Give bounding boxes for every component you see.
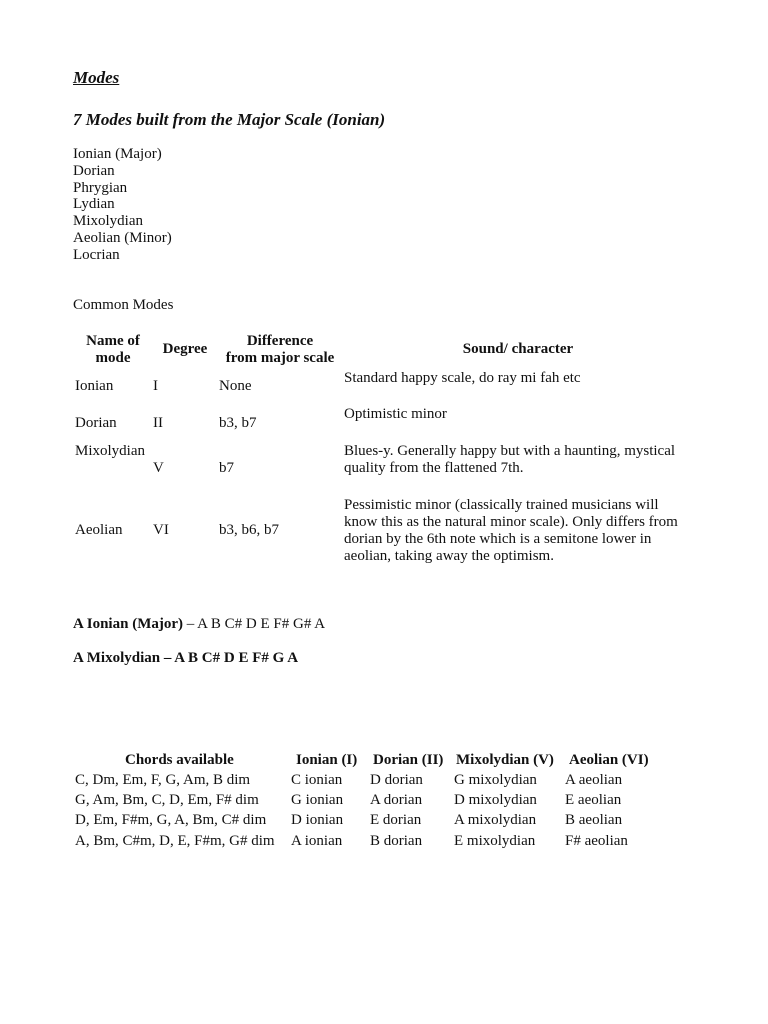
table-cell-difference: None bbox=[219, 378, 252, 394]
table-header: Mixolydian (V) bbox=[456, 752, 554, 768]
table-cell: A aeolian bbox=[565, 772, 623, 788]
header-degree: Degree bbox=[162, 341, 208, 357]
table-cell: D, Em, F#m, G, A, Bm, C# dim bbox=[75, 812, 267, 828]
header-line: Name of bbox=[86, 333, 140, 349]
header-sound: Sound/ character bbox=[462, 341, 574, 357]
page-title: Modes bbox=[73, 68, 120, 87]
table-cell-sound bbox=[344, 443, 675, 477]
table-header: Chords available bbox=[125, 752, 234, 768]
table-cell: E mixolydian bbox=[454, 833, 536, 849]
table-cell-degree: I bbox=[153, 378, 158, 394]
a-mixolydian-scale: A Mixolydian – A B C# D E F# G A bbox=[73, 650, 299, 666]
table-header: Dorian (II) bbox=[373, 752, 444, 768]
header-line: mode bbox=[95, 349, 131, 366]
table-cell: D mixolydian bbox=[454, 792, 537, 808]
table-cell: C, Dm, Em, F, G, Am, B dim bbox=[75, 772, 251, 788]
scale-notes: – A B C# D E F# G# A bbox=[183, 616, 326, 632]
list-item: Aeolian (Minor) bbox=[73, 229, 172, 246]
mode-list bbox=[73, 146, 172, 264]
sound-line: aeolian, taking away the optimism. bbox=[344, 548, 554, 564]
sound-line: quality from the flattened 7th. bbox=[344, 460, 524, 476]
table-cell: A dorian bbox=[370, 792, 423, 808]
header-difference bbox=[218, 333, 342, 366]
page-subtitle: 7 Modes built from the Major Scale (Ionian) bbox=[73, 110, 386, 129]
header-line: from major scale bbox=[225, 349, 335, 366]
list-item: Phrygian bbox=[73, 179, 128, 196]
sound-line: know this as the natural minor scale). Only differs from bbox=[344, 514, 678, 530]
header-name-of-mode bbox=[78, 333, 148, 366]
a-ionian-scale bbox=[73, 616, 325, 633]
sound-line: Blues-y. Generally happy but with a haunting, mystical bbox=[344, 443, 676, 459]
table-cell-degree: V bbox=[153, 460, 164, 476]
table-cell-name: Aeolian bbox=[75, 522, 123, 538]
table-cell-degree: II bbox=[153, 415, 163, 431]
table-cell: C ionian bbox=[291, 772, 343, 788]
table-cell-name: Dorian bbox=[75, 415, 117, 431]
table-cell: G mixolydian bbox=[454, 772, 537, 788]
table-cell: A, Bm, C#m, D, E, F#m, G# dim bbox=[75, 833, 275, 849]
table-cell: A ionian bbox=[291, 833, 343, 849]
table-cell: E aeolian bbox=[565, 792, 622, 808]
list-item: Ionian (Major) bbox=[73, 146, 162, 162]
table-header: Aeolian (VI) bbox=[569, 752, 649, 768]
list-item: Dorian bbox=[73, 162, 115, 179]
table-cell-difference: b3, b6, b7 bbox=[219, 522, 279, 538]
list-item: Mixolydian bbox=[73, 213, 143, 230]
list-item: Lydian bbox=[73, 196, 115, 213]
table-cell-sound: Optimistic minor bbox=[344, 406, 447, 422]
list-item: Locrian bbox=[73, 246, 120, 263]
table-cell: G, Am, Bm, C, D, Em, F# dim bbox=[75, 792, 259, 808]
table-cell-name: Mixolydian bbox=[75, 443, 145, 459]
table-cell-difference: b7 bbox=[219, 460, 234, 476]
header-line: Difference bbox=[246, 333, 314, 349]
table-cell: F# aeolian bbox=[565, 833, 628, 849]
table-cell-sound: Standard happy scale, do ray mi fah etc bbox=[344, 370, 581, 386]
table-cell: B dorian bbox=[370, 833, 423, 849]
table-cell-difference: b3, b7 bbox=[219, 415, 257, 431]
table-cell: E dorian bbox=[370, 812, 422, 828]
table-cell-sound bbox=[344, 497, 678, 565]
table-cell: G ionian bbox=[291, 792, 344, 808]
table-cell: A mixolydian bbox=[454, 812, 537, 828]
table-cell: D ionian bbox=[291, 812, 344, 828]
table-cell-degree: VI bbox=[153, 522, 169, 538]
scale-name: A Ionian (Major) bbox=[73, 616, 183, 632]
section-label: Common Modes bbox=[73, 297, 174, 313]
sound-line: dorian by the 6th note which is a semitone lower in bbox=[344, 531, 652, 547]
table-cell: D dorian bbox=[370, 772, 423, 788]
table-cell-name: Ionian bbox=[75, 378, 114, 394]
sound-line: Pessimistic minor (classically trained musicians will bbox=[344, 497, 659, 513]
table-header: Ionian (I) bbox=[296, 752, 358, 768]
table-cell: B aeolian bbox=[565, 812, 623, 828]
